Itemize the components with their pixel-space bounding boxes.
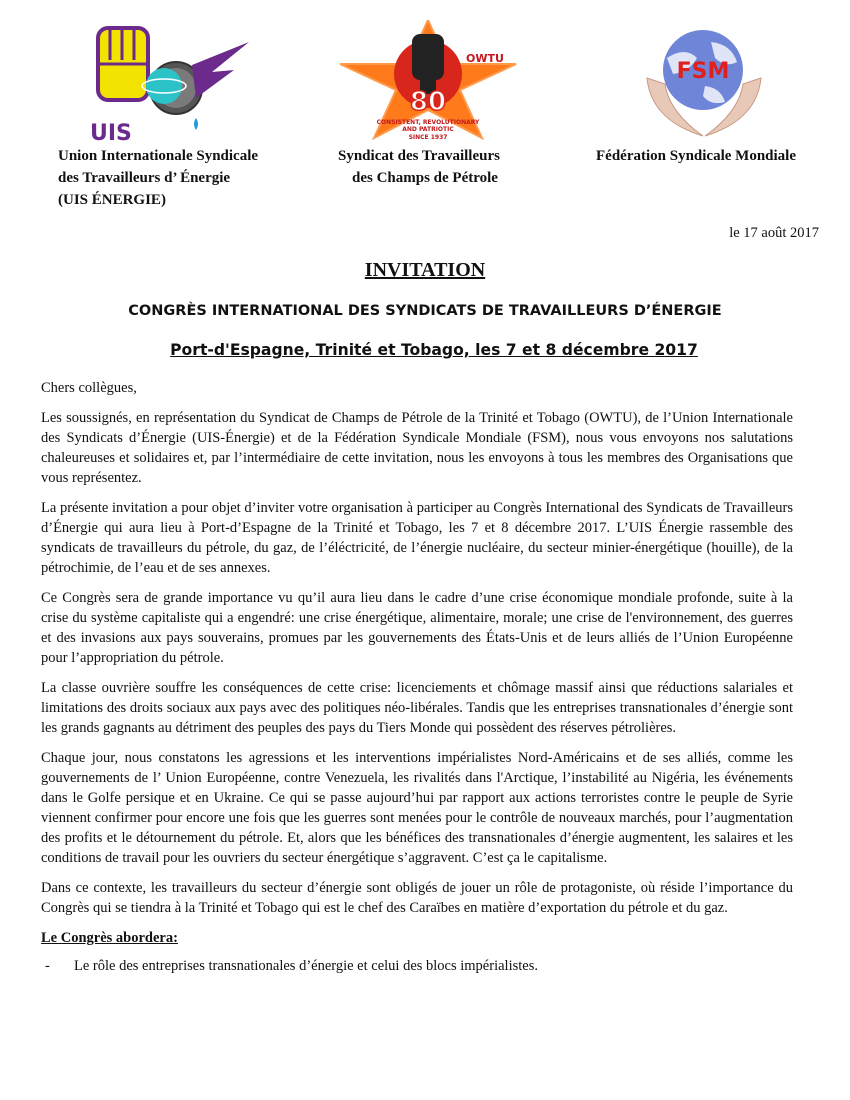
owtu-logo-tagline1: CONSISTENT, REVOLUTIONARY	[376, 119, 480, 126]
owtu-logo-since: SINCE 1937	[408, 134, 448, 141]
topics-heading: Le Congrès abordera:	[41, 930, 178, 946]
paragraph: Chaque jour, nous constatons les agressions et les interventions impérialistes Nord-Américains et de ses alliés, comme les gouvernements de l’ Union Européenne, contre Venezuela, les rivalités dans l'Arctique, l’instabilité au Nigéria, les événements dans le Golfe persique et en Ukraine. Ce qui se passe aujourd’hui par rapport aux actions terroristes contre le peuple de Syrie viennent confirmer pour encore une fois que les guerres sont menées pour le contrôle de nouveaux marchés, pour l’augmentation des profits et le détournement du pétrole. Et, alors que les bénéfices des transnationales d’énergie augmentent, les salaires et les conditions de travail pour les ouvriers du secteur énergétique s’aggravent. C’est ça le capitalisme.	[41, 750, 793, 866]
fsm-logo-text: FSM	[676, 59, 730, 84]
paragraph: La présente invitation a pour objet d’inviter votre organisation à participer au Congrès International des Syndicats de Travailleurs d’Énergie qui aura lieu à Port-d’Espagne de la Trinité et Tobago, les 7 et 8 décembre 2017. L’UIS Énergie rassemble des syndicats de travailleurs du pétrole, du gaz, de l’éléctricité, de l’énergie nucléaire, du secteur minier-énergétique (houille), de la pétrochimie, de l’eau et de ses annexes.	[41, 500, 793, 576]
list-item	[41, 956, 793, 976]
owtu-logo-tagline2: AND PATRIOTIC	[402, 126, 454, 133]
salutation: Chers collègues,	[41, 380, 137, 396]
paragraph: Dans ce contexte, les travailleurs du secteur d’énergie sont obligés de jouer un rôle de protagoniste, où réside l’importance du Congrès qui se tiendra à la Trinité et Tobago qui est le chef des Caraïbes en matière d’exportation du pétrole et du gaz.	[41, 880, 793, 916]
uis-logo	[84, 20, 254, 145]
letter-body	[41, 378, 793, 976]
uis-org-name	[58, 145, 298, 211]
uis-org-line2: des Travailleurs d’ Énergie	[58, 170, 231, 186]
fsm-org-line1: Fédération Syndicale Mondiale	[596, 148, 796, 164]
bullet-dash: -	[45, 958, 50, 974]
paragraph: Ce Congrès sera de grande importance vu qu’il aura lieu dans le cadre d’une crise économique mondiale profonde, suite à la crise du système capitaliste qui a engendré: une crise énergétique, alimentaire, morale; une crise de l'environnement, des guerres et des invasions aux pays souverains, promues par les gouvernements des États-Unis et de leurs alliés de l’Union Européenne pour l’appropriation du pétrole.	[41, 590, 793, 666]
uis-org-line1: Union Internationale Syndicale	[58, 148, 259, 164]
uis-logo-text: UIS	[90, 121, 132, 145]
owtu-org-line2: des Champs de Pétrole	[352, 170, 498, 186]
owtu-logo-text: OWTU	[466, 52, 504, 65]
document-subtitle: CONGRÈS INTERNATIONAL DES SYNDICATS DE TRAVAILLEURS D’ÉNERGIE	[128, 303, 722, 319]
owtu-logo	[336, 20, 521, 145]
document-title: INVITATION	[364, 259, 486, 281]
bullet-text: Le rôle des entreprises transnationales d’énergie et celui des blocs impérialistes.	[74, 958, 538, 974]
fsm-org-name	[596, 145, 836, 167]
paragraph: Les soussignés, en représentation du Syndicat de Champs de Pétrole de la Trinité et Tobago (OWTU), de l’Union Internationale des Syndicats d’Énergie (UIS-Énergie) et de la Fédération Syndicale Mondiale (FSM), nous vous envoyons nos salutations chaleureuses et solidaires et, par l’intermédiaire de cette invitation, nous les envoyons à tous les membres des Organisations que vous représentez.	[41, 410, 793, 486]
event-place-date: Port-d'Espagne, Trinité et Tobago, les 7 et 8 décembre 2017	[170, 341, 698, 359]
fsm-logo	[645, 28, 765, 140]
letter-date: le 17 août 2017	[729, 225, 819, 241]
owtu-org-name	[338, 145, 538, 189]
uis-org-line3: (UIS ÉNERGIE)	[58, 192, 166, 208]
owtu-logo-number: 80	[409, 87, 447, 117]
paragraph: La classe ouvrière souffre les conséquences de cette crise: licenciements et chômage massif ainsi que réductions salariales et limitations des droits sociaux aux pays avec des politiques néo-libérales. Tandis que les entreprises transnationales d’énergie sont les grands gagnants au détriment des peuples des pays du Tiers Monde qui possèdent des réserves pétrolières.	[41, 680, 793, 736]
owtu-org-line1: Syndicat des Travailleurs	[338, 148, 500, 164]
